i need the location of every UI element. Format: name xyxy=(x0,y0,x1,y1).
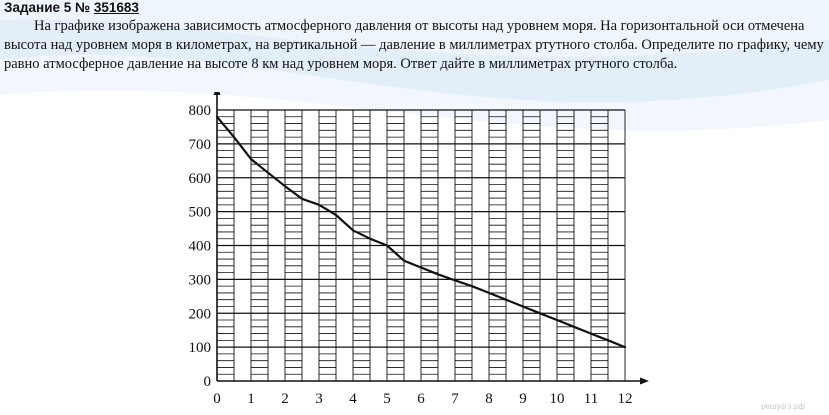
x-tick-label: 11 xyxy=(583,391,599,407)
y-tick-label: 600 xyxy=(188,170,211,187)
y-tick-label: 400 xyxy=(188,238,211,255)
x-tick-label: 9 xyxy=(519,391,527,407)
x-tick-label: 6 xyxy=(417,391,425,407)
x-axis-arrow-icon xyxy=(640,378,649,385)
task-header xyxy=(4,0,824,16)
x-tick-label: 10 xyxy=(549,391,565,407)
x-tick-label: 5 xyxy=(383,391,391,407)
watermark: решуогэ.рф xyxy=(761,402,805,411)
task-header-prefix: Задание 5 № xyxy=(4,0,91,15)
y-tick-label: 0 xyxy=(203,374,211,390)
y-tick-label: 700 xyxy=(188,136,211,153)
x-tick-label: 2 xyxy=(281,391,289,407)
y-tick-label: 100 xyxy=(188,340,211,357)
x-tick-label: 1 xyxy=(247,391,255,407)
chart-container xyxy=(180,92,650,415)
y-tick-label: 200 xyxy=(188,306,211,323)
task-text: На графике изображена зависимость атмосферного давления от высоты над уровнем моря. На горизонтальной оси отмечена высота над уровнем моря в километрах, на вертикальной — давление в миллиметрах ртутного столба. Определите по графику, чему равно атмосферное давление на высоте 8 км над уровнем моря. Ответ дайте в миллиметрах ртутного столба. xyxy=(4,18,824,72)
y-axis-arrow-icon xyxy=(214,92,221,95)
y-tick-label: 300 xyxy=(188,272,211,289)
y-tick-label: 500 xyxy=(188,204,211,221)
x-tick-label: 8 xyxy=(485,391,493,407)
x-tick-label: 4 xyxy=(349,391,357,407)
y-tick-label: 800 xyxy=(188,103,211,119)
x-tick-label: 3 xyxy=(315,391,323,407)
pressure-altitude-chart xyxy=(180,92,650,415)
x-tick-label: 0 xyxy=(213,391,221,407)
task-number-link[interactable]: 351683 xyxy=(93,0,139,15)
task-block xyxy=(4,0,824,74)
x-tick-label: 7 xyxy=(451,391,459,407)
x-tick-label: 12 xyxy=(617,391,633,407)
